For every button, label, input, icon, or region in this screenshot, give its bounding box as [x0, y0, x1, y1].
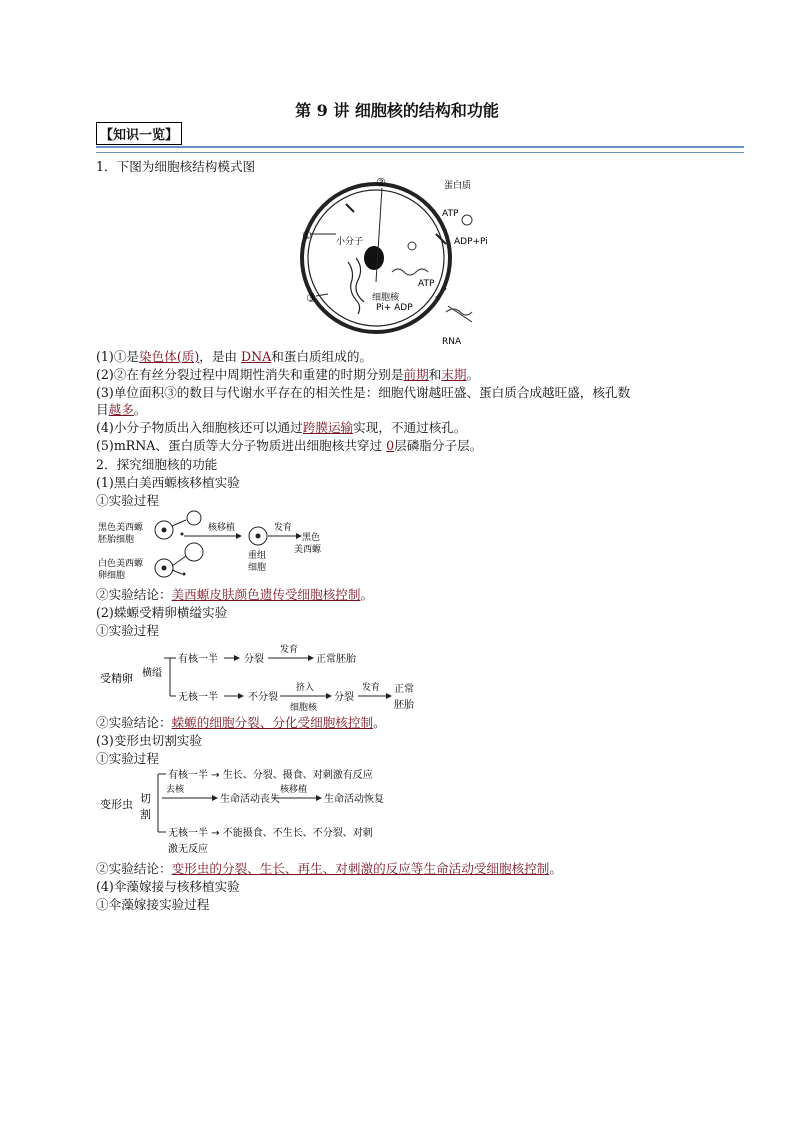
q1-line-4: (4)小分子物质出入细胞核还可以通过跨膜运输实现，不通过核孔。: [96, 420, 467, 435]
svg-text:生命活动恢复: 生命活动恢复: [324, 794, 384, 805]
q1-heading: 1．下图为细胞核结构模式图: [96, 159, 256, 174]
svg-text:挤入: 挤入: [296, 683, 315, 693]
svg-text:去核: 去核: [166, 785, 185, 795]
label-atp1: ATP: [442, 209, 459, 219]
svg-text:黑色: 黑色: [302, 533, 321, 543]
s1-process: ①实验过程: [96, 493, 159, 508]
q2-heading: 2．探究细胞核的功能: [96, 457, 218, 472]
page-title: 第 9 讲 细胞核的结构和功能: [295, 101, 499, 120]
s1-title: (1)黑白美西螈核移植实验: [96, 475, 240, 490]
svg-text:切: 切: [140, 792, 151, 805]
label-black-axolotl: 黑色美西螈: [98, 523, 144, 533]
label-develop: 发育: [274, 523, 293, 533]
label-ligate: 横缢: [142, 668, 162, 679]
label-rna: RNA: [442, 337, 462, 347]
svg-text:无核一半: 无核一半: [178, 692, 218, 703]
svg-text:生命活动丧失: 生命活动丧失: [220, 794, 280, 805]
s3-process: ①实验过程: [96, 751, 159, 766]
s1-conclusion: ②实验结论：美西螈皮肤颜色遗传受细胞核控制。: [96, 587, 374, 602]
svg-text:激无反应: 激无反应: [168, 844, 208, 855]
svg-text:胚胎细胞: 胚胎细胞: [98, 535, 135, 545]
q1-line-3b: 目越多。: [96, 402, 147, 417]
svg-text:发育: 发育: [280, 645, 299, 655]
label-small-molecule: 小分子: [336, 237, 364, 247]
svg-text:细胞核: 细胞核: [290, 703, 318, 712]
label-transfer: 核移植: [208, 523, 236, 533]
svg-text:有核一半: 有核一半: [178, 654, 218, 665]
s2-process: ①实验过程: [96, 623, 159, 638]
nucleus-diagram: [296, 172, 506, 348]
nucleolus: [364, 246, 384, 270]
svg-text:美西螈: 美西螈: [294, 545, 322, 555]
label-protein: 蛋白质: [444, 181, 472, 191]
svg-text:有核一半 → 生长、分裂、摄食、对刺激有反应: 有核一半 → 生长、分裂、摄食、对刺激有反应: [168, 770, 373, 781]
svg-text:重组: 重组: [248, 551, 267, 561]
svg-text:正常胚胎: 正常胚胎: [316, 654, 356, 665]
svg-text:正常: 正常: [394, 684, 414, 695]
newt-diagram: [100, 640, 420, 712]
rna-strand: [392, 269, 428, 275]
s3-title: (3)变形虫切割实验: [96, 733, 202, 748]
q1-line-3: (3)单位面积③的数目与代谢水平存在的相关性是：细胞代谢越旺盛、蛋白质合成越旺盛，核孔数: [96, 385, 631, 400]
svg-text:细胞: 细胞: [248, 563, 267, 573]
svg-text:割: 割: [140, 808, 151, 821]
svg-text:不分裂: 不分裂: [248, 692, 278, 703]
label-egg: 受精卵: [100, 672, 133, 685]
svg-text:核移植: 核移植: [280, 785, 308, 795]
label-3: ③: [306, 292, 316, 305]
label-1: ①: [302, 229, 312, 242]
axolotl-diagram: [96, 508, 346, 584]
svg-text:无核一半 → 不能摄食、不生长、不分裂、对刺: 无核一半 → 不能摄食、不生长、不分裂、对刺: [168, 828, 373, 839]
label-adp-pi: ADP+Pi: [454, 237, 488, 247]
chromatin: [348, 262, 360, 314]
svg-text:发育: 发育: [362, 683, 381, 693]
label-nucleus: 细胞核: [372, 293, 400, 303]
q1-line-2: (2)②在有丝分裂过程中周期性消失和重建的时期分别是前期和末期。: [96, 367, 480, 382]
svg-text:分裂: 分裂: [244, 654, 264, 665]
s2-conclusion: ②实验结论：蝾螈的细胞分裂、分化受细胞核控制。: [96, 715, 386, 730]
amoeba-diagram: [100, 764, 430, 856]
q1-line-1: (1)①是染色体(质)，是由 DNA和蛋白质组成的。: [96, 349, 372, 364]
s2-title: (2)蝾螈受精卵横缢实验: [96, 605, 228, 620]
header-rule: [96, 146, 744, 153]
label-atp2: ATP: [418, 279, 435, 289]
label-white-axolotl: 白色美西螈: [98, 559, 144, 569]
q1-line-5: (5)mRNA、蛋白质等大分子物质进出细胞核共穿过 0层磷脂分子层。: [96, 438, 483, 453]
s4-title: (4)伞藻嫁接与核移植实验: [96, 879, 240, 894]
s3-conclusion: ②实验结论：变形虫的分裂、生长、再生、对刺激的反应等生命活动受细胞核控制。: [96, 861, 562, 876]
svg-text:卵细胞: 卵细胞: [98, 571, 126, 581]
label-pi-adp: Pi+ ADP: [376, 303, 413, 313]
section-label: 【知识一览】: [96, 122, 182, 145]
label-amoeba: 变形虫: [100, 798, 133, 811]
label-2: ②: [376, 176, 386, 189]
svg-text:胚胎: 胚胎: [394, 700, 414, 711]
svg-text:分裂: 分裂: [334, 692, 354, 703]
s4-process: ①伞藻嫁接实验过程: [96, 897, 210, 912]
protein-molecule: [408, 242, 416, 250]
